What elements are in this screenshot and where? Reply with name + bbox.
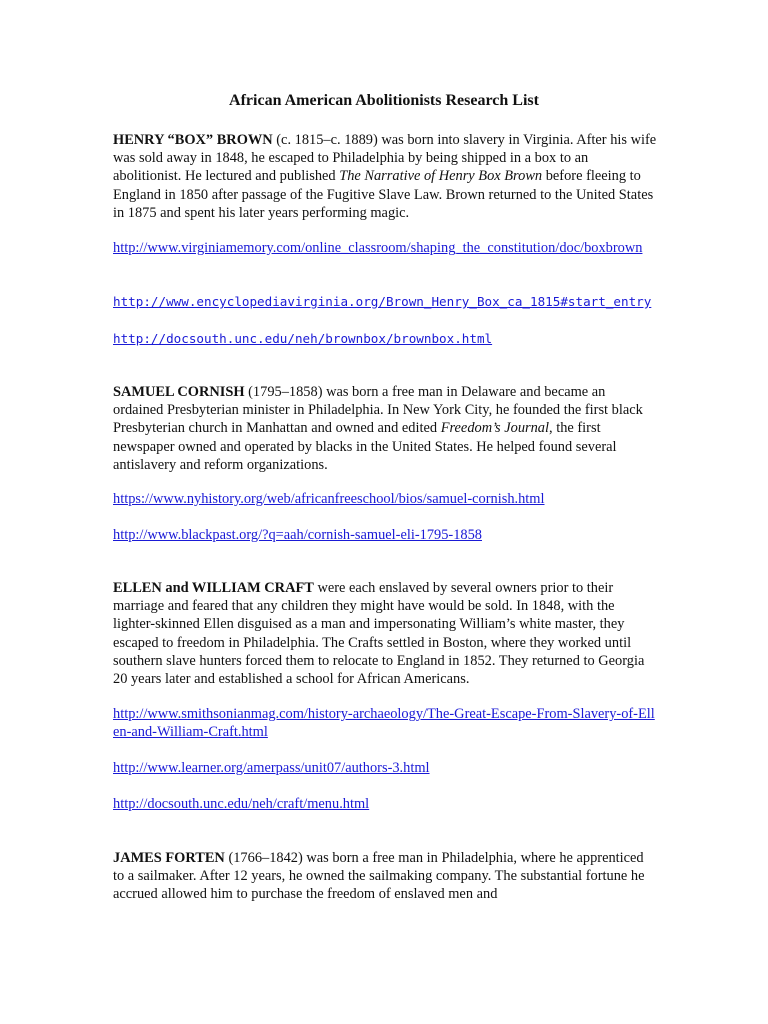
entry-link[interactable]: http://www.smithsonianmag.com/history-archaeology/The-Great-Escape-From-Slavery-of-Ellen-and-William-Craft.html xyxy=(113,706,655,741)
entry-link[interactable]: http://docsouth.unc.edu/neh/craft/menu.html xyxy=(113,796,370,812)
entry-text: (1795–1858) was born a free man in Delaware and became an ordained Presbyterian minister in Philadelphia. In New York City, he founded the first black Presbyterian church in Manhattan and owned and edited xyxy=(113,384,643,437)
entry-name: ELLEN and WILLIAM CRAFT xyxy=(113,580,314,596)
entry-paragraph-cornish xyxy=(113,383,658,474)
entry-name: HENRY “BOX” BROWN xyxy=(113,132,273,148)
entry-link[interactable]: http://docsouth.unc.edu/neh/brownbox/brownbox.html xyxy=(113,331,493,346)
entry-text: , the first newspaper owned and operated by blacks in the United States. He helped found several antislavery and reform organizations. xyxy=(113,420,617,473)
document-title: African American Abolitionists Research List xyxy=(229,92,539,109)
entry-link[interactable]: https://www.nyhistory.org/web/africanfreeschool/bios/samuel-cornish.html xyxy=(113,491,545,507)
entry-paragraph-forten xyxy=(113,849,658,904)
entry-link[interactable]: http://www.encyclopediavirginia.org/Brown_Henry_Box_ca_1815#start_entry xyxy=(113,294,652,309)
entry-italic-title: Freedom’s Journal xyxy=(440,420,550,437)
entry-name: JAMES FORTEN xyxy=(113,850,225,866)
entry-text: were each enslaved by several owners prior to their marriage and feared that any children they might have would be sold. In 1848, with the lighter-skinned Ellen disguised as a man and impersonating William’s white master, they escaped to freedom in Philadelphia. The Crafts settled in Boston, where they worked until southern slave hunters forced them to relocate to England in 1852. They returned to Georgia 20 years later and established a school for African Americans. xyxy=(113,580,645,688)
entry-italic-title: The Narrative of Henry Box Brown xyxy=(339,168,543,185)
entry-paragraph-craft xyxy=(113,579,658,688)
entry-paragraph-brown xyxy=(113,131,658,222)
entry-link[interactable]: http://www.virginiamemory.com/online_classroom/shaping_the_constitution/doc/boxbrown xyxy=(113,240,643,256)
entry-link[interactable]: http://www.learner.org/amerpass/unit07/authors-3.html xyxy=(113,760,430,776)
entry-link[interactable]: http://www.blackpast.org/?q=aah/cornish-samuel-eli-1795-1858 xyxy=(113,527,482,543)
entry-text: before fleeing to England in 1850 after passage of the Fugitive Slave Law. Brown returned to the United States in 1875 and spent his later years performing magic. xyxy=(113,168,654,221)
entry-text: (c. 1815–c. 1889) was born into slavery in Virginia. After his wife was sold away in 1848, he escaped to Philadelphia by being shipped in a box to an abolitionist. He lectured and published xyxy=(113,132,657,185)
entry-name: SAMUEL CORNISH xyxy=(113,384,245,400)
entry-text: (1766–1842) was born a free man in Philadelphia, where he apprenticed to a sailmaker. After 12 years, he owned the sailmaking company. The substantial fortune he accrued allowed him to purchase the freedom of enslaved men and xyxy=(113,850,645,903)
